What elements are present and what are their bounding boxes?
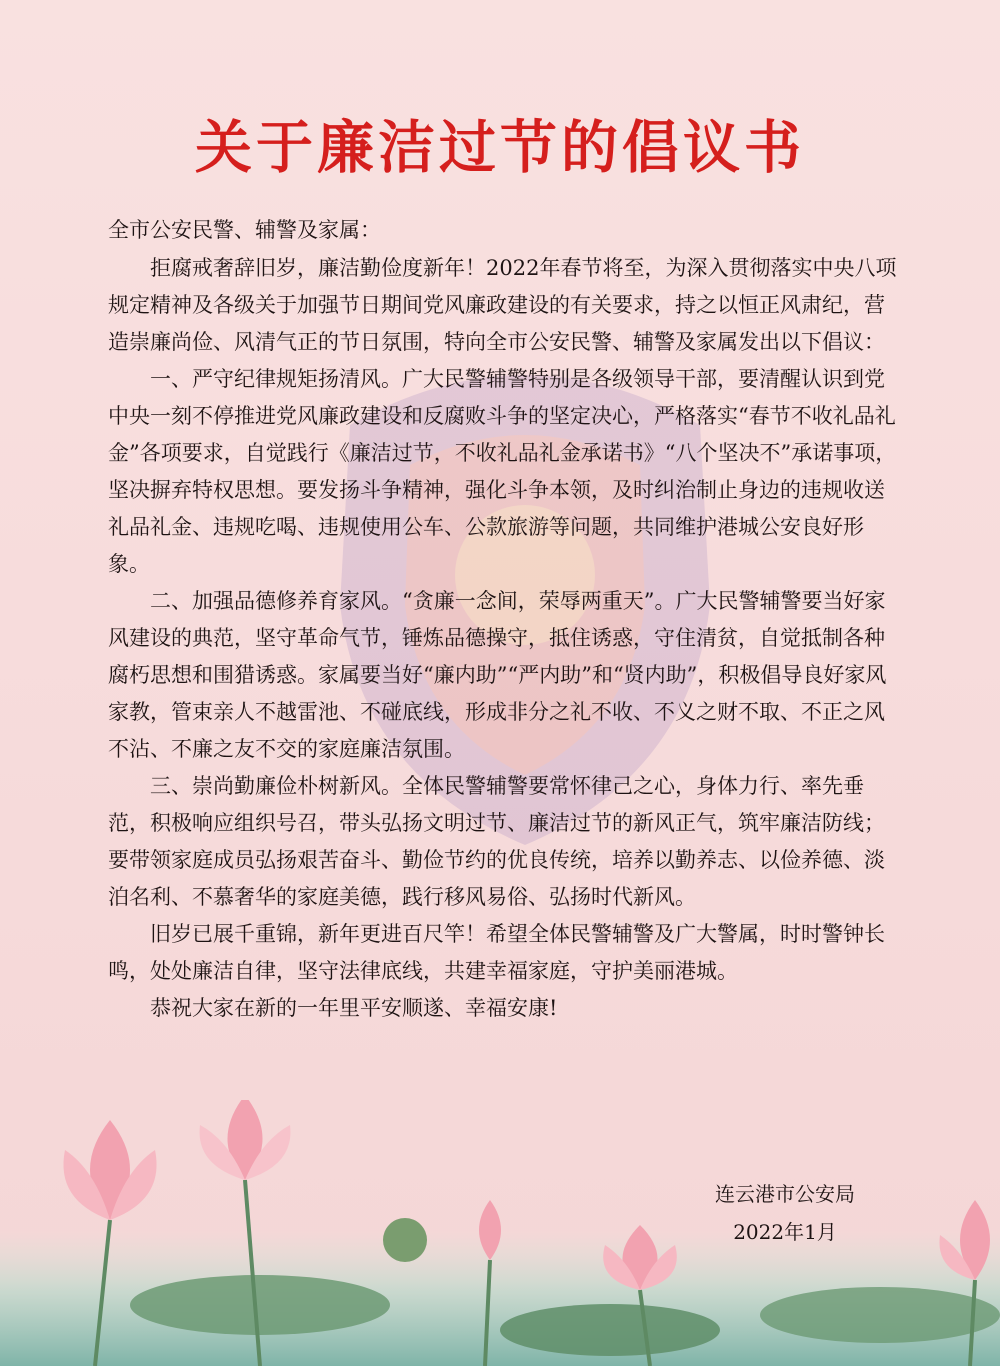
lotus-leaf: [130, 1275, 390, 1335]
paragraph-wishes: 恭祝大家在新的一年里平安顺遂、幸福安康!: [150, 996, 558, 1020]
signature-block: [700, 1175, 870, 1251]
salutation: 全市公安民警、辅警及家属：: [108, 218, 381, 242]
lotus-flower: [63, 1120, 156, 1220]
paragraph-three: 三、崇尚勤廉俭朴树新风。全体民警辅警要常怀律己之心，身体力行、率先垂范，积极响应组织号召，带头弘扬文明过节、廉洁过节的新风正气，筑牢廉洁防线；要带领家庭成员弘扬艰苦奋斗、勤俭节约的优良传统，培养以勤养志、以俭养德、淡泊名利、不慕奢华的家庭美德，践行移风易俗、弘扬时代新风。: [108, 774, 885, 909]
paragraph-intro: 拒腐戒奢辞旧岁，廉洁勤俭度新年！2022年春节将至，为深入贯彻落实中央八项规定精神及各级关于加强节日期间党风廉政建设的有关要求，持之以恒正风肃纪，营造崇廉尚俭、风清气正的节日氛围，特向全市公安民警、辅警及家属发出以下倡议：: [108, 256, 897, 354]
lotus-leaf: [500, 1304, 720, 1356]
issuing-organization: 连云港市公安局: [715, 1182, 855, 1206]
paragraph-two: 二、加强品德修养育家风。“贪廉一念间，荣辱两重天”。广大民警辅警要当好家风建设的典范，坚守革命气节，锤炼品德操守，抵住诱惑，守住清贫，自觉抵制各种腐朽思想和围猎诱惑。家属要当好“廉内助”“严内助”和“贤内助”，积极倡导良好家风家教，管束亲人不越雷池、不碰底线，形成非分之礼不收、不义之财不取、不正之风不沾、不廉之友不交的家庭廉洁氛围。: [108, 589, 887, 761]
paragraph-closing: 旧岁已展千重锦，新年更进百尺竿！希望全体民警辅警及广大警属，时时警钟长鸣，处处廉洁自律，坚守法律底线，共建幸福家庭，守护美丽港城。: [108, 922, 885, 983]
paragraph-one: 一、严守纪律规矩扬清风。广大民警辅警特别是各级领导干部，要清醒认识到党中央一刻不停推进党风廉政建设和反腐败斗争的坚定决心，严格落实“春节不收礼品礼金”各项要求，自觉践行《廉洁过节，不收礼品礼金承诺书》“八个坚决不”承诺事项，坚决摒弃特权思想。要发扬斗争精神，强化斗争本领，及时纠治制止身边的违规收送礼品礼金、违规吃喝、违规使用公车、公款旅游等问题，共同维护港城公安良好形象。: [108, 367, 897, 576]
lotus-seedpod: [383, 1218, 427, 1262]
lotus-flower: [200, 1100, 291, 1180]
letter-body: [108, 212, 898, 1027]
document-title: 关于廉洁过节的倡议书: [195, 114, 805, 181]
lotus-leaf: [760, 1287, 1000, 1343]
issue-date: 2022年1月: [733, 1220, 837, 1244]
